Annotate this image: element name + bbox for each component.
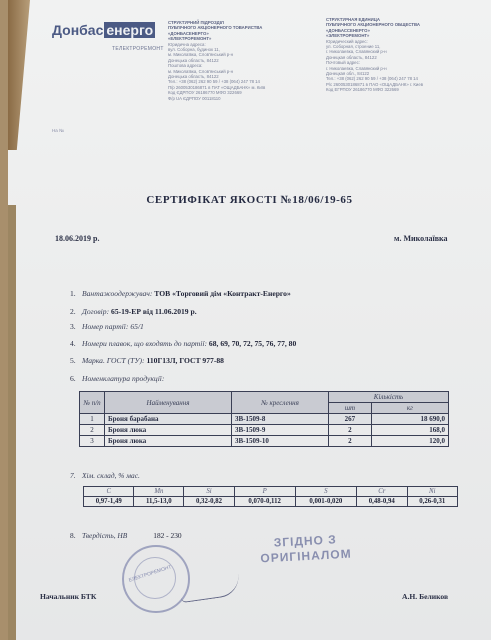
letterhead-line: Донецкая обл., 84122 [326, 71, 370, 77]
round-seal-text: ЕЛЕКТРОРЕМОНТ [128, 564, 173, 584]
cell-pieces: 2 [329, 425, 372, 436]
letterhead-line: Тел.: +38 (062) 262 90 59 / +38 (064) 247 78 14 [326, 76, 418, 82]
item-label: Договір: [82, 307, 110, 316]
item-label: Хім. склад, % мас. [82, 471, 140, 480]
element-header: Ni [407, 487, 458, 497]
item-melts [70, 339, 296, 348]
item-number: 2. [70, 307, 76, 316]
letterhead-line: ПУБЛІЧНОГО АКЦІОНЕРНОГО ТОВАРИСТВА [168, 25, 263, 31]
letterhead-line: ул. Соборная, строение 11, [326, 44, 381, 50]
cell-name: Броня люка [105, 436, 232, 447]
item-number: 3. [70, 322, 76, 331]
letterhead-line: П/р 2600530186871 в ПАТ «ОЩАДБАНК» м. Київ [168, 84, 266, 90]
cell-drawing: 3В-1509-8 [232, 414, 329, 425]
element-value: 0,32-0,82 [184, 497, 234, 507]
letterhead-line: г. Николаевка, Славянский р-н [326, 49, 387, 55]
cell-kg: 168,0 [371, 425, 448, 436]
item-value: 182 - 230 [153, 531, 182, 540]
col-header-kg: кг [371, 403, 448, 414]
cell-kg: 120,0 [371, 436, 448, 447]
col-header-drawing: № креслення [232, 392, 329, 414]
logo-text: Донбас [52, 22, 104, 38]
letterhead-line: Р/с 2600530186871 в ПАО «ОЩАДБАНК» г. Киев [326, 81, 424, 87]
reference-number-label: На № [52, 128, 64, 133]
item-value: 65/1 [130, 322, 144, 331]
cell-number: 1 [80, 414, 105, 425]
cell-name: Броня люка [105, 425, 232, 436]
col-header-quantity: Кількість [329, 392, 449, 403]
table-header-row [84, 487, 458, 497]
element-value: 0,26-0,31 [407, 497, 458, 507]
letterhead-line: Юридична адреса: [168, 41, 206, 47]
cell-number: 2 [80, 425, 105, 436]
item-number: 4. [70, 339, 76, 348]
item-number: 8. [70, 531, 76, 540]
col-header-name: Найменування [105, 392, 232, 414]
copy-certified-stamp [259, 532, 352, 567]
item-number: 5. [70, 356, 76, 365]
element-value: 0,001-0,020 [295, 497, 356, 507]
letterhead-line: Почтовый адрес: [326, 60, 360, 66]
item-label: Номер партії: [82, 322, 129, 331]
table-row [80, 436, 449, 447]
item-batch [70, 322, 144, 331]
element-value: 0,97-1,49 [84, 497, 134, 507]
letterhead-line: г. Николаевка, Славянский р-н [326, 65, 387, 71]
signer-name: А.Н. Беликов [402, 592, 449, 601]
letterhead-line: Донецька область, 84122 [168, 74, 219, 80]
cell-pieces: 2 [329, 436, 372, 447]
item-nomenclature [70, 374, 164, 383]
desk-edge [8, 0, 30, 150]
element-header: C [84, 487, 134, 497]
chemical-composition-label [70, 471, 140, 480]
letterhead-line: м. Миколаївка, Слов'янський р-н [168, 52, 233, 58]
element-header: S [295, 487, 356, 497]
letterhead-line: Донецька область, 84122 [168, 57, 219, 63]
item-label: Вантажоодержувач: [82, 289, 153, 298]
item-value: 110Г13Л, ГОСТ 977-88 [146, 356, 224, 365]
item-number: 7. [70, 471, 76, 480]
table-row [84, 497, 458, 507]
table-row [80, 425, 449, 436]
item-label: Номенклатура продукції: [82, 374, 165, 383]
item-number: 6. [70, 374, 76, 383]
table-row [80, 414, 449, 425]
chemical-composition-table [83, 486, 458, 507]
table-header-row [80, 392, 449, 403]
element-header: Mn [134, 487, 184, 497]
certificate-page [8, 0, 491, 640]
item-label: Номери плавок, що входять до партії: [82, 339, 208, 348]
cell-kg: 18 690,0 [371, 414, 448, 425]
cell-pieces: 267 [329, 414, 372, 425]
item-consignee [70, 289, 291, 298]
letterhead-line: СТРУКТУРНАЯ ЕДИНИЦА [326, 17, 380, 22]
logo-box-text: енерго [106, 22, 154, 38]
item-label: Твердість, НВ [82, 531, 128, 540]
certificate-title: СЕРТИФІКАТ ЯКОСТІ №18/06/19-65 [146, 194, 353, 206]
letterhead-line: Донецкая область, 84122 [326, 54, 377, 60]
letterhead-line: «ЕЛЕКТРОРЕМОНТ» [168, 36, 212, 42]
company-logo [52, 22, 182, 52]
item-grade [70, 356, 224, 365]
element-header: Si [184, 487, 234, 497]
letterhead-line: Юридический адрес: [326, 38, 368, 44]
letterhead-line: м. Миколаївка, Слов'янський р-н [168, 68, 233, 74]
letterhead-line: Код ЕГРПОУ 26186770 МФО 322669 [326, 87, 399, 93]
hardness-line [70, 531, 182, 540]
certificate-city: м. Миколаївка [394, 234, 448, 243]
products-table [79, 391, 449, 447]
cell-name: Броня барабана [105, 414, 232, 425]
element-value: 0,070-0,112 [234, 497, 295, 507]
letterhead-line: Код ЄДРПОУ 26186770 МФО 322669 [168, 90, 242, 96]
element-value: 0,48-0,94 [357, 497, 407, 507]
col-header-pieces: шт [329, 403, 372, 414]
item-value: 68, 69, 70, 72, 75, 76, 77, 80 [208, 339, 297, 348]
letterhead-line: «ЭЛЕКТРОРЕМОНТ» [326, 33, 370, 39]
element-header: P [234, 487, 295, 497]
item-contract [70, 307, 197, 316]
element-value: 11,5-13,0 [134, 497, 184, 507]
letterhead-russian [326, 17, 466, 93]
item-number: 1. [70, 289, 76, 298]
cell-drawing: 3В-1509-10 [232, 436, 329, 447]
letterhead-line: Тел.: +38 (062) 262 90 59 / +38 (064) 247 78 14 [168, 79, 260, 85]
cell-drawing: 3В-1509-9 [232, 425, 329, 436]
item-value: ТОВ «Торговий дім «Контракт-Енерго» [154, 289, 291, 298]
stamp-line: ОРИГІНАЛОМ [260, 546, 352, 566]
stamp-line: ЗГІДНО З [273, 532, 338, 550]
col-header-number: № п/п [80, 392, 105, 414]
letterhead-line: Поштова адреса: [168, 63, 203, 69]
logo-subtitle: ТЕЛЕКТРОРЕМОНТ [112, 46, 164, 52]
letterhead-line: ПУБЛИЧНОГО АКЦИОНЕРНОГО ОБЩЕСТВА [326, 22, 421, 28]
letterhead-line: Ф/р UA ЄДРПОУ 00118110 [168, 95, 221, 101]
letterhead-line: СТРУКТУРНИЙ ПІДРОЗДІЛ [168, 20, 224, 25]
certificate-date: 18.06.2019 р. [55, 234, 100, 243]
item-value: 65-19-ЕР від 11.06.2019 р. [111, 307, 197, 316]
cell-number: 3 [80, 436, 105, 447]
chief-title: Начальник БТК [40, 592, 97, 601]
desk-edge-lower [8, 205, 16, 640]
letterhead-line: «ДОНБАССЕНЕРГО» [326, 27, 370, 33]
letterhead-line: вул. Соборна, будинок 11, [168, 47, 220, 53]
letterhead-ukrainian [168, 20, 308, 101]
item-label: Марка. ГОСТ (ТУ): [82, 356, 145, 365]
letterhead-line: «ДОНБАСЕНЕРГО» [168, 30, 209, 36]
element-header: Cr [357, 487, 407, 497]
